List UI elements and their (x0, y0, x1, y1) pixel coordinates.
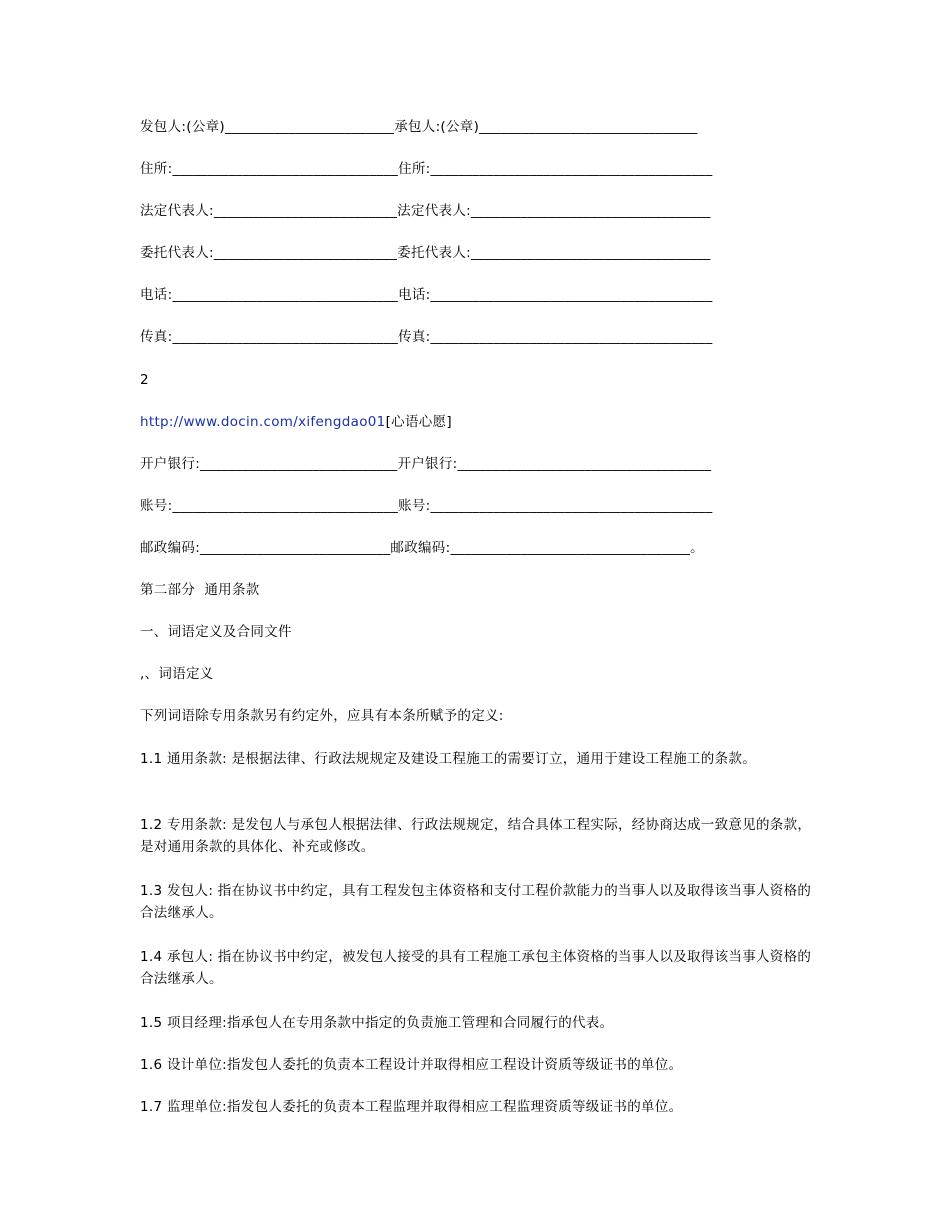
contractor-agent-field: 委托代表人:__________________________________ (397, 245, 711, 261)
source-line (140, 412, 452, 432)
bank-line (140, 454, 711, 474)
account-line (140, 496, 713, 516)
postcode-line (140, 538, 704, 558)
employer-fax-field: 传真:________________________________ (140, 329, 399, 345)
contractor-legal-rep-field: 法定代表人:__________________________________ (397, 203, 711, 219)
source-link[interactable]: http://www.docin.com/xifengdao01 (140, 414, 386, 430)
contractor-phone-field: 电话:________________________________________ (398, 287, 713, 303)
clause-1-2: 1.2 专用条款: 是发包人与承包人根据法律、行政法规规定，结合具体工程实际，经协商达成一致意见的条款，是对通用条款的具体化、补充或修改。 (140, 817, 812, 855)
contractor-postcode-field: 邮政编码:__________________________________。 (390, 540, 704, 556)
phone-line (140, 285, 713, 305)
section-heading: 一、词语定义及合同文件 (140, 624, 292, 640)
agent-line (140, 243, 711, 263)
employer-postcode-field: 邮政编码:___________________________ (140, 540, 391, 556)
clause-1-5: 1.5 项目经理:指承包人在专用条款中指定的负责施工管理和合同履行的代表。 (140, 1015, 614, 1031)
employer-legal-rep-field: 法定代表人:__________________________ (140, 203, 398, 219)
contractor-account-field: 账号:________________________________________ (398, 498, 713, 514)
page-number: 2 (140, 372, 149, 388)
legal-rep-line (140, 201, 711, 221)
employer-seal-field: 发包人:(公章)________________________ (140, 119, 395, 135)
clause-1-7: 1.7 监理单位:指发包人委托的负责本工程监理并取得相应工程监理资质等级证书的单位。 (140, 1099, 683, 1115)
contractor-address-field: 住所:________________________________________ (398, 161, 713, 177)
employer-phone-field: 电话:________________________________ (140, 287, 399, 303)
clause-1-4: 1.4 承包人: 指在协议书中约定，被发包人接受的具有工程施工承包主体资格的当事人以及取得该当事人资格的合法继承人。 (140, 949, 812, 987)
fax-line (140, 327, 713, 347)
address-line (140, 159, 713, 179)
clause-1-6: 1.6 设计单位:指发包人委托的负责本工程设计并取得相应工程设计资质等级证书的单位。 (140, 1057, 683, 1073)
contractor-seal-field: 承包人:(公章)_______________________________ (394, 119, 698, 135)
subsection-heading: ,、词语定义 (140, 666, 214, 682)
clause-1-3: 1.3 发包人: 指在协议书中约定，具有工程发包主体资格和支付工程价款能力的当事人以及取得该当事人资格的合法继承人。 (140, 883, 812, 921)
employer-address-field: 住所:________________________________ (140, 161, 399, 177)
employer-agent-field: 委托代表人:__________________________ (140, 245, 398, 261)
part-title: 第二部分 通用条款 (140, 582, 260, 598)
contractor-fax-field: 传真:________________________________________ (398, 329, 713, 345)
source-suffix: [心语心愿] (385, 414, 452, 430)
contractor-bank-field: 开户银行:____________________________________ (397, 456, 712, 472)
employer-bank-field: 开户银行:____________________________ (140, 456, 398, 472)
employer-account-field: 账号:________________________________ (140, 498, 399, 514)
intro-paragraph: 下列词语除专用条款另有约定外，应具有本条所赋予的定义: (140, 708, 504, 724)
employer-seal-line (140, 117, 698, 137)
clause-1-1: 1.1 通用条款: 是根据法律、行政法规规定及建设工程施工的需要订立，通用于建设工程施工的条款。 (140, 751, 756, 767)
